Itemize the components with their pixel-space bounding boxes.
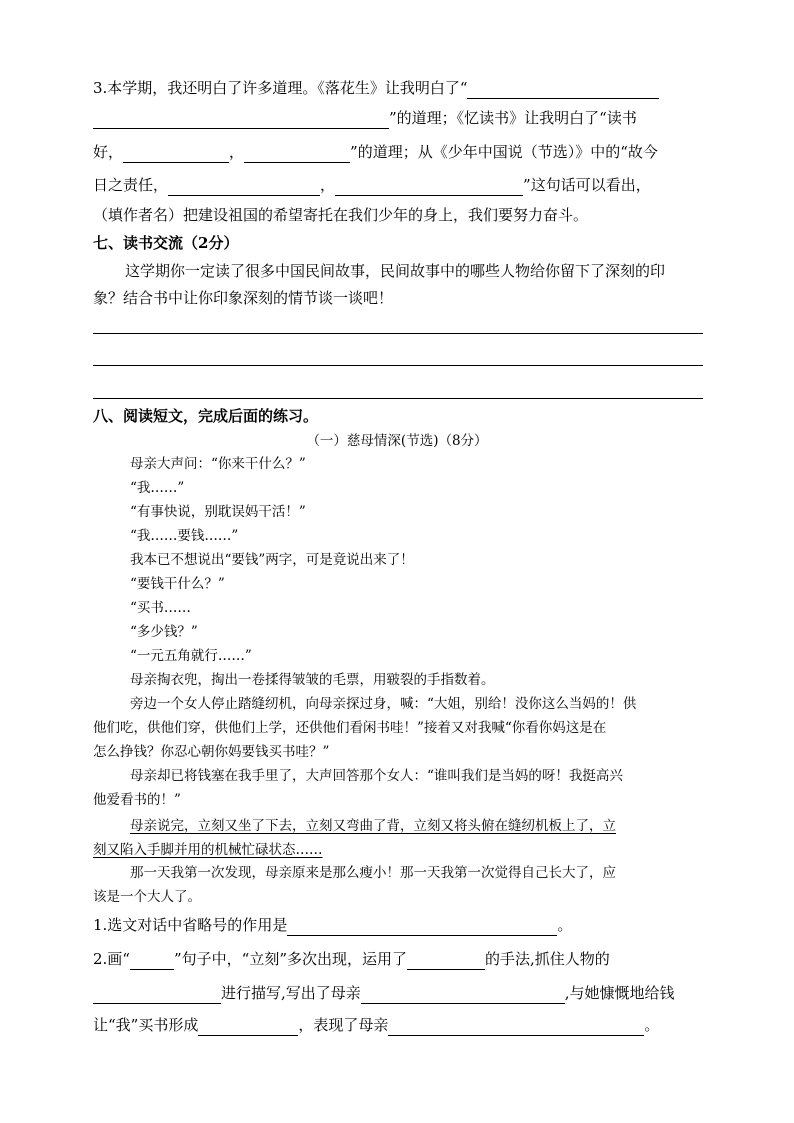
q3-line-2	[93, 107, 637, 129]
question-2-text-2b: ,与她慷慨地给钱	[564, 984, 675, 1002]
passage-line: “我……要钱……”	[130, 528, 239, 544]
passage-line: 那一天我第一次发现，母亲原来是那么瘦小！那一天我第一次觉得自己长大了，应	[130, 865, 616, 881]
question-1-text: 1.选文对话中省略号的作用是	[93, 916, 288, 934]
question-1	[93, 914, 572, 936]
question-2-line-3	[93, 1014, 659, 1036]
passage-line: 我本已不想说出“要钱”两字，可是竟说出来了！	[130, 552, 414, 568]
q3-line-1	[93, 77, 659, 99]
answer-blank[interactable]	[467, 82, 659, 99]
answer-blank[interactable]	[198, 1019, 298, 1036]
q3-line-4	[93, 174, 651, 196]
passage-line: “一元五角就行……”	[130, 648, 252, 664]
q3-text-4a: 日之责任，	[93, 176, 169, 194]
question-2-line-1	[93, 948, 610, 970]
passage-line: 该是一个大人了。	[93, 889, 201, 905]
answer-blank[interactable]	[93, 987, 221, 1004]
q3-line-3	[93, 141, 658, 163]
answer-blank[interactable]	[130, 953, 174, 970]
question-2-text-3a: 让“我”买书形成	[93, 1016, 199, 1034]
passage-line: “买书……	[130, 600, 191, 616]
question-2-line-2	[93, 982, 675, 1004]
section-8-title: 八、阅读短文，完成后面的练习。	[93, 407, 319, 425]
q3-text-3c: ”的道理；从《少年中国说（节选）》中的“故今	[350, 143, 658, 161]
answer-line[interactable]	[93, 333, 703, 334]
passage-line: 他爱看书的！”	[93, 792, 181, 808]
passage-line: “有事快说，别耽误妈干活！”	[130, 504, 306, 520]
underlined-sentence: 母亲说完，立刻又坐了下去，立刻又弯曲了背，立刻又将头俯在缝纫机板上了，立	[130, 818, 616, 834]
section-7-prompt-2: 象？结合书中让你印象深刻的情节谈一谈吧！	[93, 289, 394, 307]
passage-line: 他们吃，供他们穿，供他们上学，还供他们看闲书哇！”接着又对我喊“你看你妈这是在	[93, 720, 607, 736]
q3-text-5: （填作者名）把建设祖国的希望寄托在我们少年的身上，我们要努力奋斗。	[93, 206, 589, 224]
passage-line: “我……”	[130, 480, 185, 496]
answer-blank[interactable]	[123, 146, 229, 163]
q3-text-3a: 好，	[93, 143, 124, 161]
passage-line: 旁边一个女人停止踏缝纫机，向母亲探过身，喊：“大姐，别给！没你这么当妈的！供	[130, 696, 637, 712]
q3-text-4c: ”这句话可以看出，	[523, 176, 651, 194]
section-7-title: 七、读书交流（2分）	[93, 234, 239, 252]
answer-blank[interactable]	[168, 179, 320, 196]
answer-blank[interactable]	[407, 953, 485, 970]
passage-line: 母亲却已将钱塞在我手里了，大声回答那个女人：“谁叫我们是当妈的呀！我挺高兴	[130, 768, 623, 784]
answer-line[interactable]	[93, 365, 703, 366]
question-2-text-1a: 2.画“	[93, 950, 130, 968]
question-2-text-2a: 进行描写,写出了母亲	[221, 984, 361, 1002]
question-2-text-3b: ，表现了母亲	[298, 1016, 389, 1034]
answer-blank[interactable]	[244, 146, 350, 163]
passage-line: 母亲掏衣兜，掏出一卷揉得皱皱的毛票，用皲裂的手指数着。	[130, 672, 495, 688]
question-1-end: 。	[557, 916, 573, 934]
underlined-sentence: 刻又陷入手脚并用的机械忙碌状态……	[93, 842, 323, 858]
passage-title: （一）慈母情深(节选)（8分）	[306, 433, 488, 449]
answer-blank[interactable]	[335, 179, 523, 196]
q3-line-5	[93, 204, 588, 226]
answer-blank[interactable]	[388, 1019, 644, 1036]
question-2-text-1b: ”句子中，“立刻”多次出现，运用了	[173, 950, 407, 968]
passage-line: 母亲大声问：“你来干什么？”	[130, 456, 306, 472]
answer-blank[interactable]	[287, 919, 557, 936]
q3-text-3b: ，	[229, 143, 245, 161]
passage-line: 怎么挣钱？你忍心朝你妈要钱买书哇？”	[93, 744, 330, 760]
section-7-prompt-1: 这学期你一定读了很多中国民间故事，民间故事中的哪些人物给你留下了深刻的印	[125, 262, 666, 280]
passage-line: “多少钱？”	[130, 624, 198, 640]
question-2-text-3c: 。	[644, 1016, 660, 1034]
answer-blank[interactable]	[361, 987, 565, 1004]
q3-text-1: 3.本学期，我还明白了许多道理。《落花生》让我明白了“	[93, 79, 468, 97]
q3-text-4b: ，	[320, 176, 336, 194]
answer-line[interactable]	[93, 398, 703, 399]
passage-line: “要钱干什么？”	[130, 576, 225, 592]
q3-text-2: ”的道理；《忆读书》让我明白了“读书	[389, 109, 637, 127]
question-2-text-1c: 的手法,抓住人物的	[485, 950, 610, 968]
answer-blank[interactable]	[93, 112, 389, 129]
